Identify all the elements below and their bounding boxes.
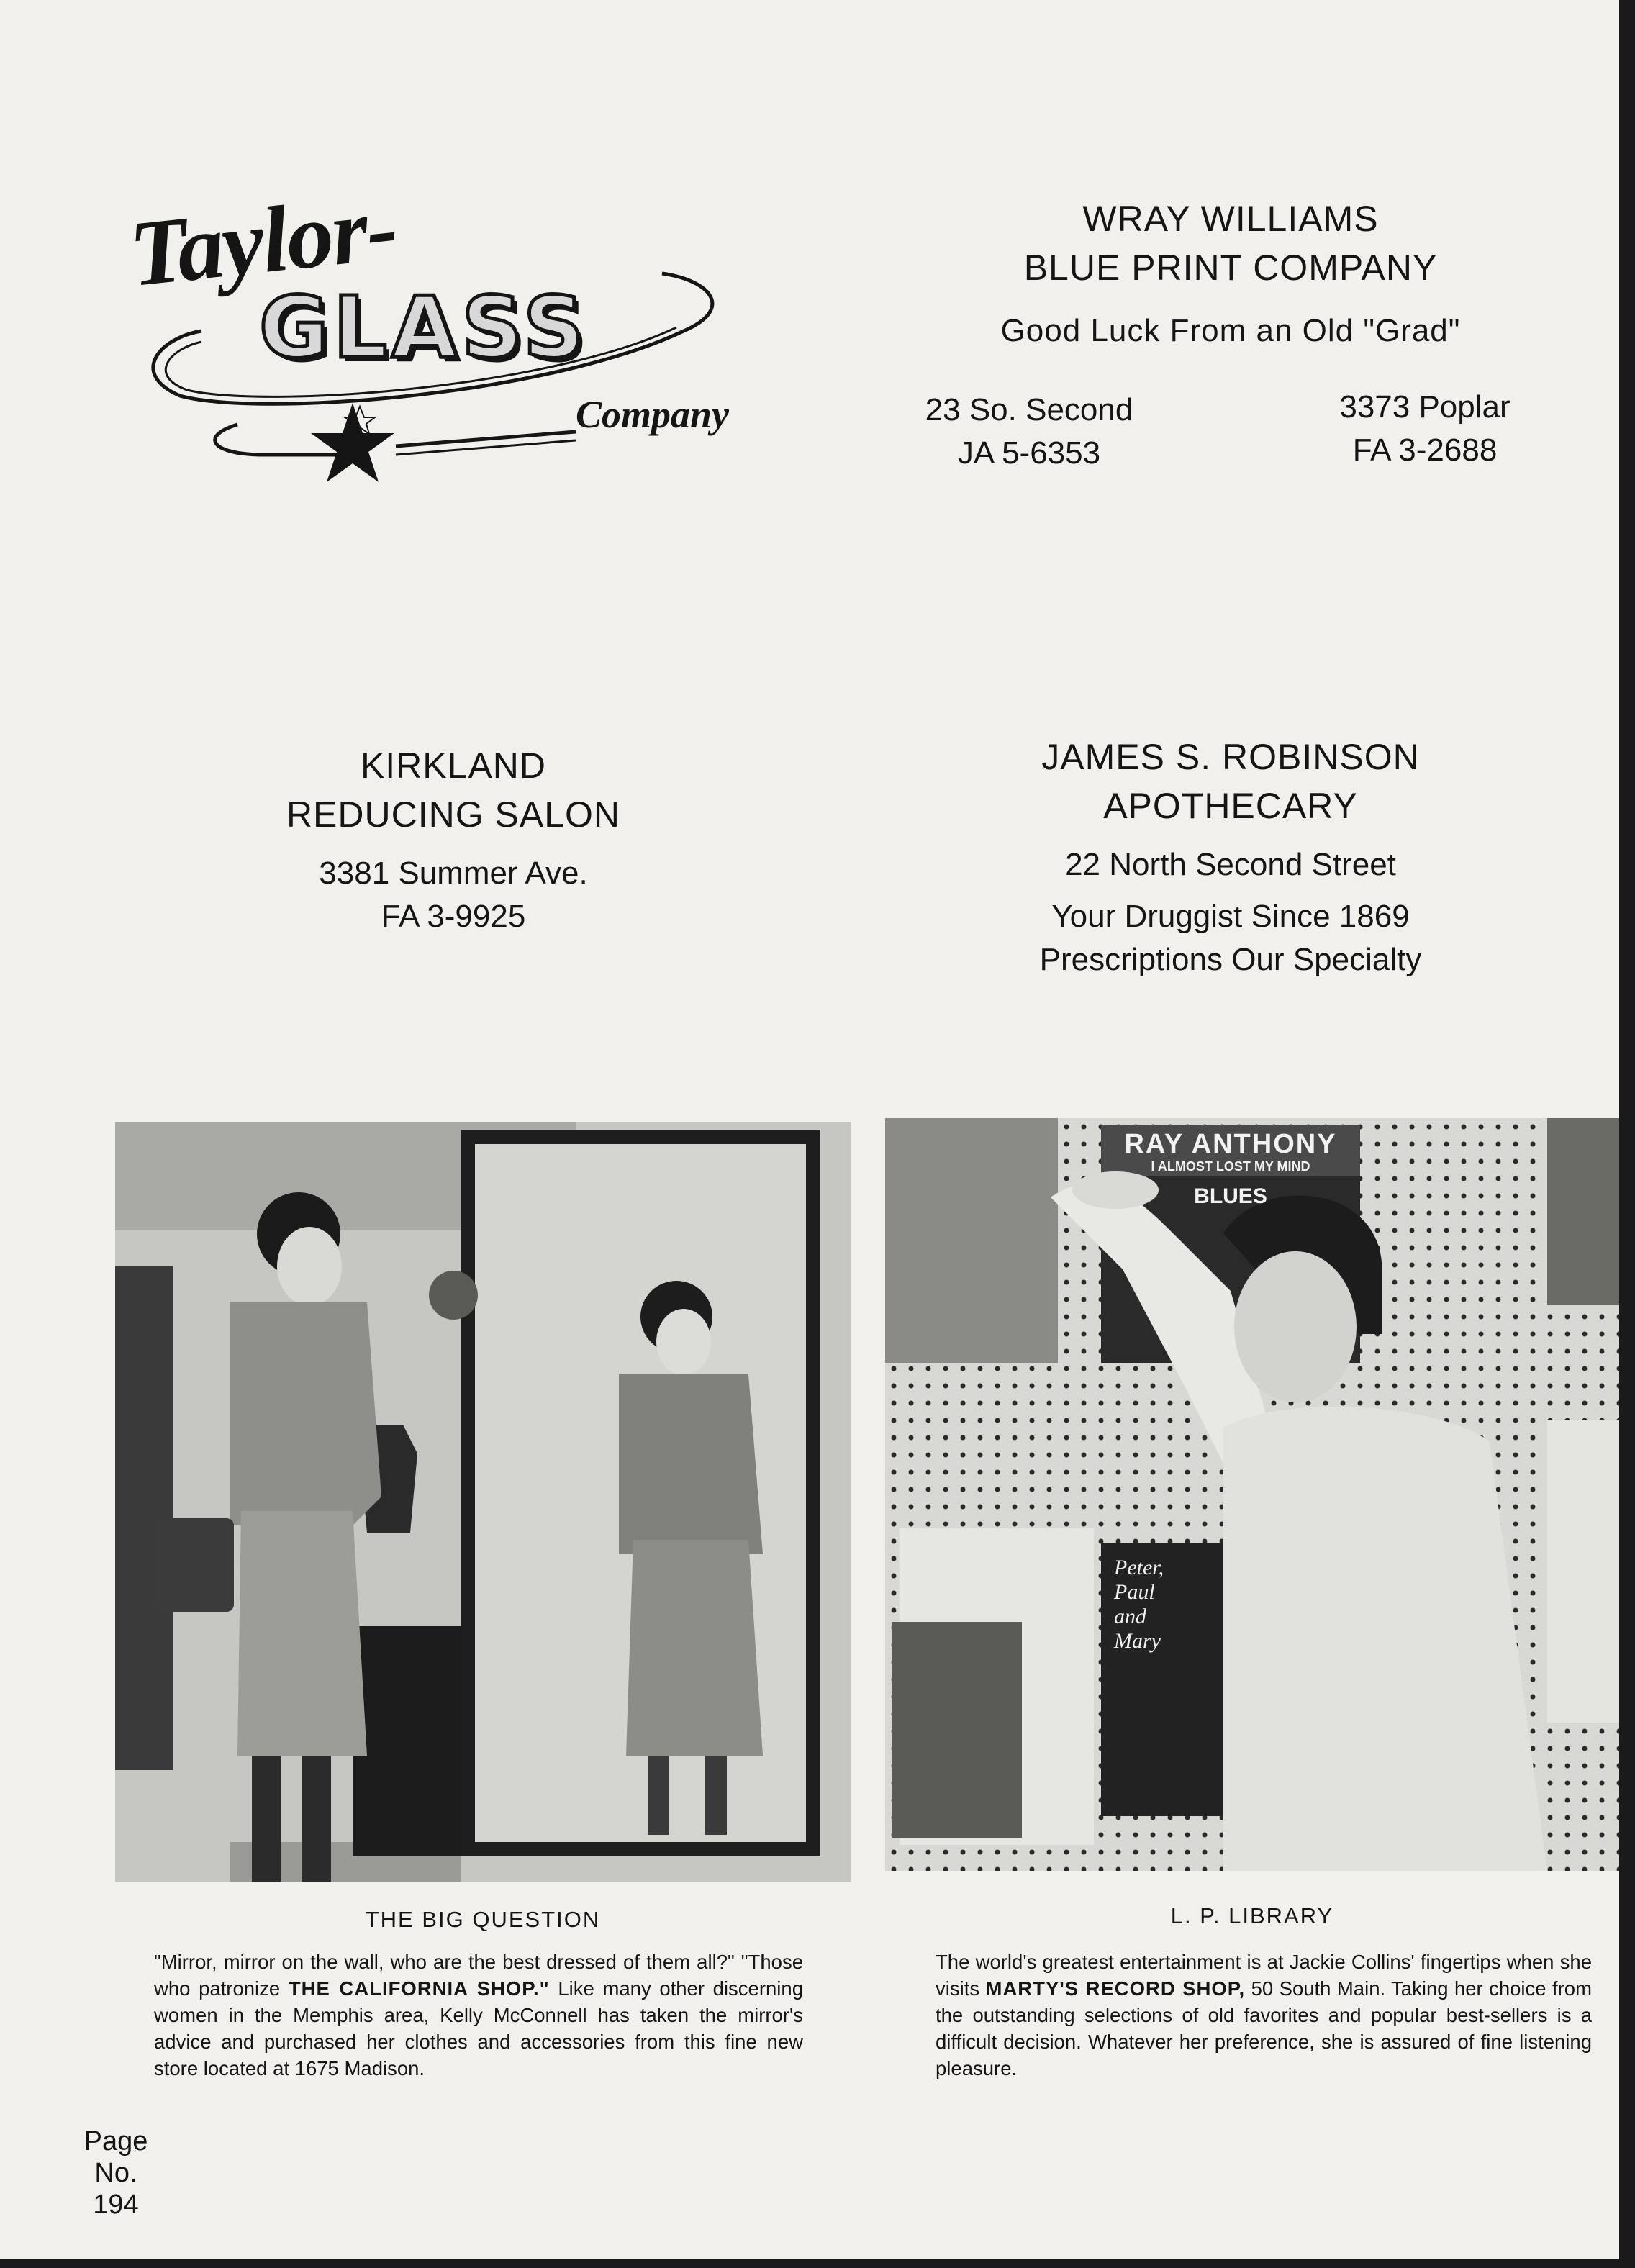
photo-illustration: [115, 1122, 851, 1882]
ad-company-name: JAMES S. ROBINSON: [1041, 737, 1420, 777]
taylor-glass-logo: [115, 175, 748, 496]
logo-block-word: GLASS: [259, 278, 589, 377]
ad-company-subtitle: BLUE PRINT COMPANY: [1023, 248, 1438, 288]
ad-company-name: KIRKLAND: [360, 745, 547, 786]
page-number: [76, 2126, 155, 2221]
ad-tagline: Good Luck From an Old "Grad": [1000, 313, 1461, 348]
wray-williams-ad: [900, 194, 1562, 353]
kirkland-ad: [187, 741, 720, 938]
store-name: THE CALIFORNIA SHOP.": [288, 1977, 550, 2000]
logo-company-word: Company: [576, 393, 730, 436]
photo-illustration: [885, 1118, 1619, 1871]
album-title: RAY ANTHONY: [1124, 1129, 1337, 1159]
caption-title-right: L. P. LIBRARY: [1170, 1903, 1334, 1928]
caption-text: The world's greatest entertainment is at Jackie Collins' fingertips when she visits: [936, 1951, 1592, 2000]
photo-record-shop: [885, 1118, 1619, 1871]
ad-company-subtitle: REDUCING SALON: [286, 794, 621, 835]
address: 22 North Second Street: [1065, 847, 1396, 882]
address: 3373 Poplar: [1339, 389, 1511, 425]
caption-body-right: [936, 1949, 1592, 2082]
caption-text: "Mirror, mirror on the wall, who are the best dressed of them all?" "Those who patronize: [154, 1951, 803, 2000]
album-line: Mary: [1114, 1629, 1161, 1653]
album-word: BLUES: [1194, 1184, 1267, 1208]
caption-title-left: THE BIG QUESTION: [365, 1907, 601, 1932]
album-line: Paul: [1114, 1580, 1155, 1604]
phone: JA 5-6353: [957, 435, 1101, 471]
page-label: No.: [94, 2158, 137, 2188]
ad-company-subtitle: APOTHECARY: [1103, 786, 1358, 826]
ad-company-name: WRAY WILLIAMS: [1082, 199, 1379, 239]
store-name: MARTY'S RECORD SHOP,: [985, 1977, 1246, 2000]
robinson-ad: [900, 732, 1562, 981]
album-subtitle: I ALMOST LOST MY MIND: [1151, 1159, 1310, 1174]
caption-text: Like many other discerning women in the Memphis area, Kelly McConnell has taken the mirror's advice and purchased her clothes and accessories from this fine new store located at 1675 Madison.: [154, 1977, 803, 2079]
logo-script-word: Taylor-: [124, 175, 402, 307]
phone: FA 3-9925: [381, 899, 526, 934]
wray-right-location: [1295, 386, 1554, 472]
album-line: and: [1114, 1605, 1146, 1628]
wray-left-location: [892, 389, 1166, 475]
phone: FA 3-2688: [1352, 432, 1498, 468]
album-ray-anthony: [1108, 1130, 1353, 1209]
address: 3381 Summer Ave.: [319, 856, 588, 891]
page-label: Page: [83, 2126, 148, 2156]
album-line: Peter,: [1114, 1556, 1164, 1579]
caption-text: 50 South Main. Taking her choice from the outstanding selections of old favorites and popular best-sellers is a difficult decision. Whatever her preference, she is assured of fine listening pleasure.: [936, 1977, 1593, 2079]
photo-mirror-scene: [115, 1122, 851, 1882]
caption-body-left: [154, 1949, 803, 2082]
slogan: Prescriptions Our Specialty: [1039, 942, 1422, 977]
slogan: Your Druggist Since 1869: [1051, 899, 1410, 934]
album-peter-paul-mary: [1114, 1556, 1200, 1654]
address: 23 So. Second: [925, 392, 1133, 427]
page-number-value: 194: [93, 2190, 139, 2220]
